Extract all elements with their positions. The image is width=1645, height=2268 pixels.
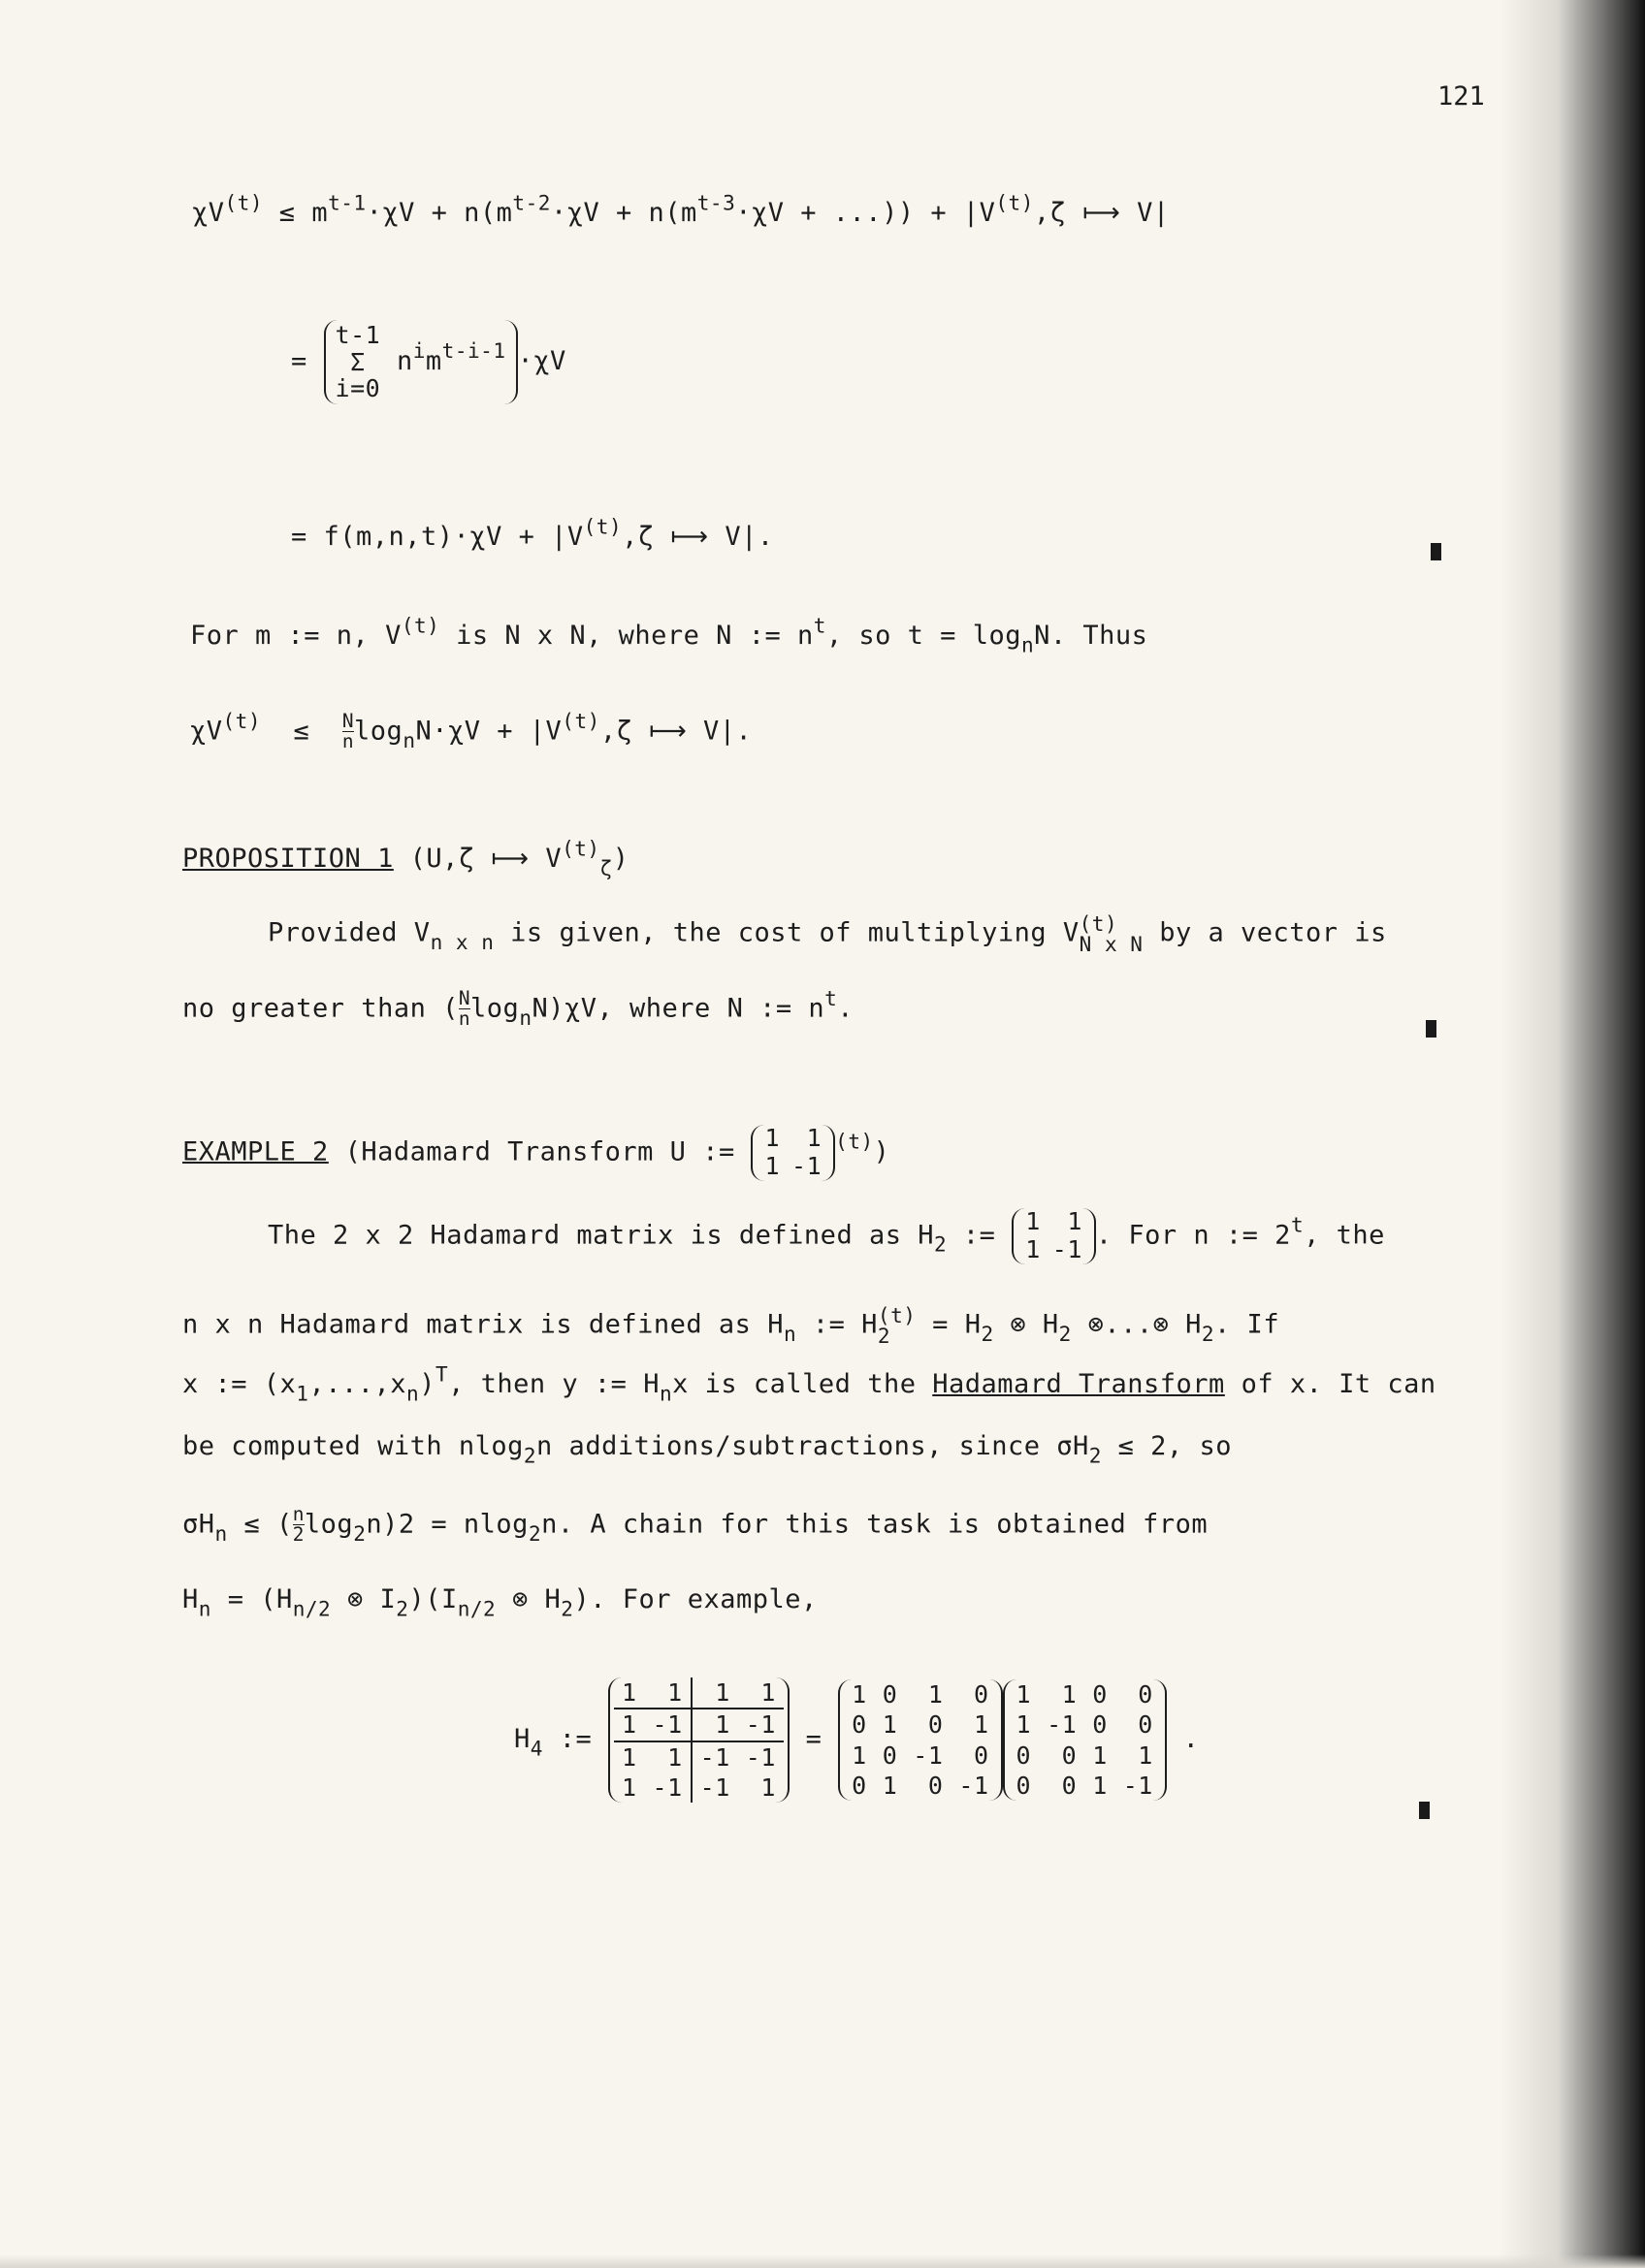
eq1-p3: ·χV + ...)) + |V [735,198,996,228]
ex2-mat-cell: -1 [791,1151,822,1180]
ex2-l6-c: ⊗ I [331,1584,397,1614]
h4-matrix-1 [608,1677,790,1803]
prop1-l1-c: by a vector is [1143,917,1387,948]
prop1-sub: ζ [599,855,613,880]
m2-cell: 1 [852,1680,867,1709]
eq2-n: n [396,345,413,376]
eq4-fraction [342,712,354,752]
m2-cell: 0 [973,1741,989,1770]
m2-cell: 1 [973,1710,989,1740]
ex2-l4-sub1: 2 [523,1443,537,1468]
ex2-l3-sup: T [435,1361,449,1387]
eq1-sup-t4: (t) [995,190,1034,215]
ex2-l2-e: ⊗...⊗ H [1071,1309,1202,1340]
eq4-sub: n [403,727,416,752]
m2-cell: 1 [882,1771,898,1800]
m2-cell: -1 [958,1771,989,1800]
h4-sub: 4 [530,1736,543,1761]
m2-cell: 1 [852,1741,867,1770]
page-number: 121 [1437,81,1485,112]
eq1-p2: ·χV + n(m [550,198,697,228]
eq4-frac-den: n [341,730,355,753]
ex2-l2-sub: n [783,1321,797,1346]
ex2-matrix-u [751,1125,835,1181]
h4-matrix-2 [838,1679,1002,1801]
prop1-paren-b: ) [612,844,629,874]
ex2-l6-sub2: n/2 [292,1596,332,1621]
prop1-l1-a: Provided V [268,917,431,948]
ex2-l1-sup: t [1290,1212,1305,1237]
h4-matrix-2-table [844,1679,996,1801]
m1-cell: 1 [614,1677,645,1709]
eq4-sup: (t) [222,708,262,733]
m3-cell: 1 [1016,1680,1032,1709]
paragraph-1 [190,613,1148,657]
eq4-sup2: (t) [562,708,600,733]
ex2-frac-num: n [292,1503,305,1525]
m2-cell: 0 [927,1710,944,1740]
m2-cell: 1 [882,1710,898,1740]
prop1-l2-b: log [470,993,520,1024]
ex2-l5-fraction [293,1505,305,1546]
eq1-sup-t1: t-1 [328,190,367,215]
ex2-l5-sub1: n [214,1520,228,1546]
h2-mat-cell: 1 [1025,1234,1041,1263]
h4-equals: = [805,1724,822,1754]
eq1-rel: ≤ [278,198,296,228]
eq2-sup-i: i [412,338,426,364]
para1-b: is N x N, where N := n [439,621,814,651]
ex2-l5-a: σH [182,1509,215,1540]
m1-cell: -1 [645,1709,692,1741]
ex2-frac-den: 2 [292,1523,305,1547]
eq2-sup-exp: t-i-1 [441,338,506,364]
h4-lhs: H [514,1724,531,1754]
prop1-frac-den: n [458,1007,471,1031]
ex2-l5-sub2: 2 [353,1520,367,1546]
ex2-l1-b: := [947,1220,996,1251]
m3-cell: 0 [1092,1710,1108,1740]
m3-cell: 0 [1061,1771,1078,1800]
equation-1 [192,190,1170,228]
para1-sup2: t [813,613,826,638]
m1-cell: 1 [621,1773,637,1802]
m1-cell: -1 [738,1709,784,1741]
ex2-l6-sub5: 2 [561,1596,574,1621]
prop1-fraction [459,989,470,1030]
example-2-line-4 [182,1431,1232,1468]
ex2-l4-sub2: 2 [1088,1443,1102,1468]
m1-cell: -1 [699,1773,730,1802]
eq4-frac-num: N [341,710,355,732]
m3-cell: 1 [1061,1680,1078,1709]
ex2-l5-b: ≤ ( [227,1509,293,1540]
m1-cell: 1 [621,1742,637,1772]
m3-cell: 0 [1138,1680,1153,1709]
prop1-sup: (t) [562,836,600,861]
ex2-l3-b: ,...,x [308,1369,407,1399]
page-edge-shadow [1500,0,1645,2268]
ex2-l6-sub4: n/2 [457,1596,497,1621]
end-of-proof-mark-2 [1426,1020,1436,1038]
ex2-l3-sub1: 1 [296,1381,309,1406]
eq1-sup: (t) [224,190,264,215]
prop1-l2-a: no greater than ( [182,993,459,1024]
example-2-line-6 [182,1584,818,1621]
ex2-l3-f: of x. It can [1224,1369,1436,1399]
m3-cell: 0 [1138,1710,1153,1740]
m3-cell: 1 [1092,1741,1108,1770]
h4-matrix-1-table [614,1677,784,1803]
proposition-1-line-1 [268,911,1387,957]
ex2-l2-sup: (t) [877,1303,917,1327]
example-2-title: EXAMPLE 2 [182,1136,329,1167]
para1-d: N. Thus [1034,621,1148,651]
eq3-text: = f(m,n,t)·χV + |V [291,522,584,552]
para1-sub: n [1020,632,1035,657]
m3-cell: 0 [1016,1741,1032,1770]
eq2-eq: = [291,345,307,376]
m1-cell: 1 [760,1773,776,1802]
ex2-l2-a: n x n Hadamard matrix is defined as H [182,1309,784,1340]
m3-cell: 0 [1092,1680,1108,1709]
h4-matrix-3 [1003,1679,1167,1801]
prop1-l2-sub: n [519,1005,532,1030]
m3-cell: 1 [1016,1710,1032,1740]
ex2-l2-c: = H [916,1309,982,1340]
ex2-l5-sub3: 2 [528,1520,542,1546]
para1-sup: (t) [401,613,440,638]
ex2-l6-a: H [182,1584,199,1614]
ex2-l6-sub3: 2 [396,1596,409,1621]
eq4-rel: ≤ [293,716,310,747]
m3-cell: 0 [1061,1741,1078,1770]
eq1-p4: ,ζ ⟼ V| [1033,198,1170,228]
prop1-l2-sup: t [824,985,838,1010]
ex2-l1-sub: 2 [933,1231,948,1257]
h4-assign: := [559,1724,593,1754]
sum-operator [336,322,381,402]
prop1-l2-c: N)χV, where N := n [532,993,825,1024]
ex2-l5-e: n. A chain for this task is obtained from [541,1509,1209,1540]
ex2-l6-sub1: n [198,1596,211,1621]
ex2-mat-cell: 1 [764,1124,781,1152]
para1-a: For m := n, V [190,621,402,651]
ex2-l6-f: ). For example, [573,1584,818,1614]
ex2-l1-d: , the [1304,1220,1385,1251]
m1-cell: -1 [699,1742,730,1772]
eq4-lhs: χV [190,716,223,747]
ex2-l3-a: x := (x [182,1369,297,1399]
example-2-line-2 [182,1303,1280,1349]
h2-mat-cell: -1 [1051,1234,1082,1263]
m3-cell: 1 [1092,1771,1108,1800]
ex2-l3-sub3: n [659,1381,673,1406]
ex2-l3-e: x is called the [672,1369,933,1399]
eq1-m: m [311,198,329,228]
example-2-line-1 [268,1208,1385,1264]
ex2-l3-c: ) [419,1369,435,1399]
para1-c: , so t = log [825,621,1021,651]
h4-matrix-3-table [1009,1679,1161,1801]
eq4-c: N·χV + |V [415,716,563,747]
eq4-b: log [354,716,403,747]
proposition-1-title: PROPOSITION 1 [182,844,394,874]
ex2-l2-f: . If [1214,1309,1280,1340]
prop1-l1-sup: (t) [1079,911,1118,936]
m3-cell: 1 [1138,1741,1153,1770]
ex2-l1-a: The 2 x 2 Hadamard matrix is defined as H [268,1220,934,1251]
prop1-frac-num: N [458,987,471,1009]
eq2-tail: ·χV [517,345,566,376]
ex2-paren-a: (Hadamard Transform U := [344,1136,735,1167]
m2-cell: 0 [882,1741,898,1770]
ex2-l2-b: := H [796,1309,878,1340]
m1-cell: 1 [738,1677,784,1709]
eq3-sup: (t) [583,514,623,539]
example-2-heading [182,1125,889,1181]
sum-symbol: Σ [350,347,366,376]
ex2-paren-b: ) [873,1136,890,1167]
ex2-l2-sub4: 2 [1058,1321,1072,1346]
m2-cell: -1 [913,1741,944,1770]
example-2-line-3 [182,1361,1436,1406]
sum-bottom: i=0 [335,374,381,402]
eq1-sup-t2: t-2 [512,190,551,215]
h4-tail: . [1182,1724,1200,1754]
m1-cell: 1 [692,1709,738,1741]
m1-cell: -1 [745,1742,776,1772]
m2-cell: 1 [927,1680,944,1709]
prop1-l1-sub2: N x N [1079,932,1144,957]
sum-top: t-1 [335,321,381,349]
ex2-h2t-scripts [877,1303,917,1349]
ex2-l4-a: be computed with nlog [182,1431,524,1461]
m2-cell: 0 [927,1771,944,1800]
ex2-mat-cell: 1 [806,1124,822,1152]
ex2-l3-sub2: n [406,1381,420,1406]
ex2-l6-b: = (H [210,1584,293,1614]
equation-3 [291,514,774,552]
h2-mat-cell: 1 [1067,1207,1082,1235]
m2-cell: 0 [852,1710,867,1740]
m3-cell: 0 [1016,1771,1032,1800]
m2-cell: 0 [882,1680,898,1709]
eq2-m: m [425,345,442,376]
ex2-matrix-h2 [1012,1208,1096,1264]
h2-mat-cell: 1 [1025,1207,1041,1235]
eq4-d: ,ζ ⟼ V|. [599,716,753,747]
prop1-l1-b: is given, the cost of multiplying V [494,917,1080,948]
ex2-l4-b: n additions/subtractions, since σH [536,1431,1089,1461]
equation-2 [291,320,566,404]
prop1-paren-a: (U,ζ ⟼ V [409,844,563,874]
equation-4 [190,708,753,753]
prop1-l1-sub: n x n [430,929,495,954]
prop1-vnxn-scripts [1079,911,1144,957]
eq1-lhs: χV [192,198,225,228]
ex2-l6-d: )(I [408,1584,458,1614]
hadamard-transform-term: Hadamard Transform [932,1369,1225,1399]
m3-cell: -1 [1047,1710,1078,1740]
eq3-tail: ,ζ ⟼ V|. [622,522,774,552]
eq2-paren [324,320,518,404]
ex2-l6-e: ⊗ H [496,1584,562,1614]
ex2-mat-cell: 1 [764,1151,781,1180]
end-of-proof-mark [1431,543,1441,560]
m1-cell: -1 [645,1773,692,1803]
ex2-l4-c: ≤ 2, so [1101,1431,1232,1461]
ex2-l1-c: . For n := 2 [1095,1220,1291,1251]
m1-cell: 1 [692,1677,738,1709]
ex2-l2-d: ⊗ H [993,1309,1059,1340]
ex2-h2-table [1019,1208,1088,1264]
ex2-l5-c: log [304,1509,354,1540]
ex2-l3-d: , then y := H [448,1369,660,1399]
page-bottom-edge [0,2254,1645,2268]
example-2-line-5 [182,1505,1208,1546]
eq1-sup-t3: t-3 [696,190,736,215]
ex2-l2-sub5: 2 [1201,1321,1215,1346]
ex2-l2-sub3: 2 [981,1321,994,1346]
h4-equation [514,1677,1199,1803]
ex2-l5-d: n)2 = nlog [366,1509,529,1540]
m3-cell: -1 [1122,1771,1153,1800]
proposition-1-heading [182,836,629,880]
ex2-sup: (t) [835,1129,874,1154]
m1-cell: 1 [645,1677,692,1709]
prop1-l2-d: . [837,993,855,1024]
m1-cell: 1 [645,1741,692,1773]
ex2-l2-sub2: 2 [877,1324,891,1349]
m2-cell: 0 [852,1771,867,1800]
m1-cell: 1 [614,1709,645,1741]
proposition-1-line-2 [182,985,855,1031]
eq1-p1: ·χV + n(m [366,198,513,228]
end-of-proof-mark-3 [1419,1802,1430,1819]
m2-cell: 0 [973,1680,989,1709]
ex2-matrix-table [758,1125,827,1181]
